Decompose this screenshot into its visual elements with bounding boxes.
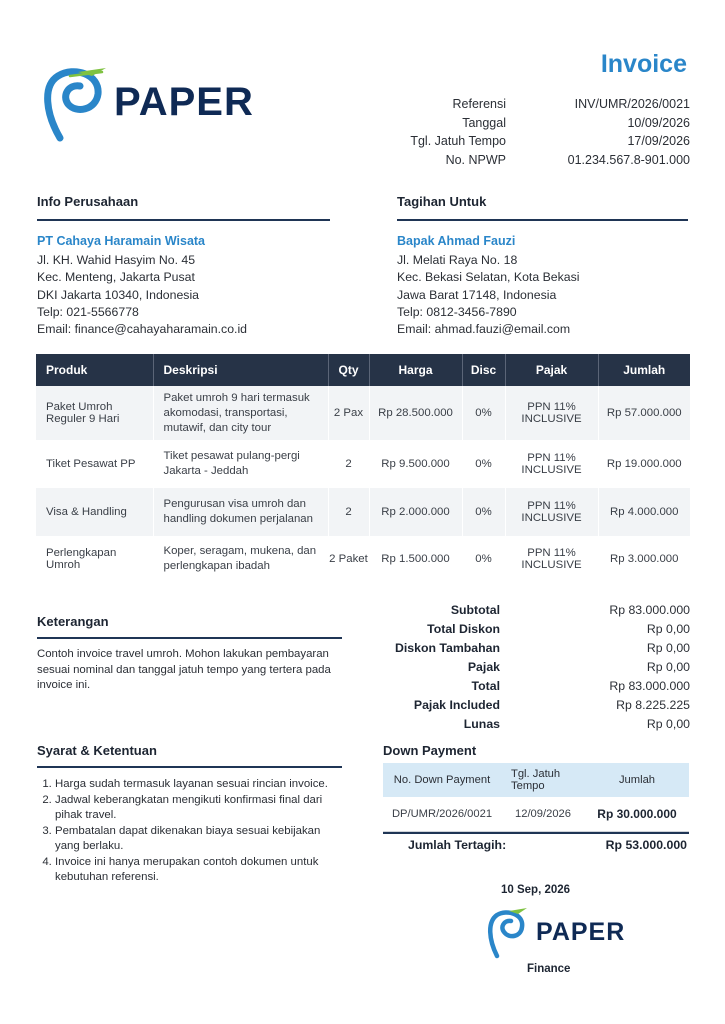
dp-col-header-amount: Jumlah: [585, 763, 689, 797]
items-header-row: [36, 354, 690, 386]
total-label: Lunas: [463, 716, 500, 731]
total-label: Diskon Tambahan: [395, 640, 500, 655]
total-row-subtotal: [380, 600, 690, 619]
cell-qty: 2 Pax: [328, 386, 369, 440]
amount-due-value: Rp 53.000.000: [605, 838, 687, 852]
cell-qty: 2: [328, 440, 369, 488]
col-header-produk: Produk: [36, 354, 153, 386]
meta-value: 01.234.567.8-901.000: [567, 152, 690, 167]
total-value: Rp 0,00: [646, 621, 690, 636]
cell-qty: 2: [328, 488, 369, 536]
notes-heading: Keterangan: [37, 614, 109, 629]
cell-disc: 0%: [462, 440, 505, 488]
col-header-deskripsi: Deskripsi: [153, 354, 328, 386]
company-address-line: DKI Jakarta 10340, Indonesia: [37, 287, 200, 302]
cell-deskripsi: Paket umroh 9 hari termasuk akomodasi, transportasi, mutawif, dan city tour: [153, 386, 328, 440]
customer-phone: Telp: 0812-3456-7890: [397, 304, 517, 319]
total-row-tax: [380, 657, 690, 676]
cell-qty: 2 Paket: [328, 536, 369, 582]
meta-label: Referensi: [452, 97, 506, 112]
company-name: PT Cahaya Haramain Wisata: [37, 234, 206, 248]
amount-due-label: Jumlah Tertagih:: [408, 838, 507, 852]
dp-col-header-number: No. Down Payment: [383, 763, 501, 797]
invoice-title: Invoice: [600, 50, 687, 78]
cell-jumlah: Rp 4.000.000: [598, 488, 690, 536]
table-row: [36, 488, 690, 536]
meta-value: 17/09/2026: [627, 134, 690, 149]
company-phone: Telp: 021-5566778: [37, 304, 139, 319]
cell-deskripsi: Pengurusan visa umroh dan handling dokumen perjalanan: [153, 488, 328, 536]
customer-address-line: Jl. Melati Raya No. 18: [397, 253, 518, 268]
meta-label: No. NPWP: [445, 152, 506, 167]
cell-jumlah: Rp 3.000.000: [598, 536, 690, 582]
col-header-qty: Qty: [328, 354, 369, 386]
total-row-total: [380, 676, 690, 695]
cell-pajak: PPN 11% INCLUSIVE: [505, 386, 598, 440]
dp-divider: [383, 832, 689, 834]
terms-list: [37, 777, 337, 886]
cell-pajak: PPN 11% INCLUSIVE: [505, 536, 598, 582]
signature-logo: [486, 906, 626, 962]
notes-divider: [37, 637, 342, 639]
cell-disc: 0%: [462, 488, 505, 536]
total-label: Pajak Included: [413, 697, 500, 712]
cell-disc: 0%: [462, 386, 505, 440]
terms-divider: [37, 766, 342, 768]
company-heading: Info Perusahaan: [37, 194, 139, 209]
logo-wordmark-small: PAPER: [536, 918, 626, 946]
total-row-paid: [380, 714, 690, 733]
items-table: [36, 354, 690, 582]
total-row-discount: [380, 619, 690, 638]
col-header-jumlah: Jumlah: [598, 354, 690, 386]
invoice-meta: [380, 95, 690, 169]
meta-row-reference: [380, 95, 690, 114]
meta-value: 10/09/2026: [627, 115, 690, 130]
cell-jumlah: Rp 57.000.000: [598, 386, 690, 440]
dp-cell-due: 12/09/2026: [501, 797, 585, 831]
bill-to-info: [397, 233, 697, 338]
cell-disc: 0%: [462, 536, 505, 582]
cell-pajak: PPN 11% INCLUSIVE: [505, 488, 598, 536]
bill-to-heading: Tagihan Untuk: [397, 194, 487, 209]
cell-harga: Rp 1.500.000: [369, 536, 462, 582]
total-value: Rp 0,00: [646, 659, 690, 674]
cell-produk: Paket Umroh Reguler 9 Hari: [36, 386, 153, 440]
dp-cell-amount: Rp 30.000.000: [585, 797, 689, 831]
terms-item: 4. Invoice ini hanya merupakan contoh dokumen untuk kebutuhan referensi.: [55, 855, 337, 886]
total-value: Rp 8.225.225: [616, 697, 690, 712]
dp-header-row: [383, 763, 689, 797]
cell-deskripsi: Tiket pesawat pulang-pergi Jakarta - Jeddah: [153, 440, 328, 488]
total-value: Rp 0,00: [646, 640, 690, 655]
paper-logo-icon: [486, 906, 536, 962]
meta-row-date: [380, 114, 690, 133]
company-logo: [40, 64, 270, 148]
customer-address-line: Jawa Barat 17148, Indonesia: [397, 287, 557, 302]
cell-produk: Perlengkapan Umroh: [36, 536, 153, 582]
company-address-line: Kec. Menteng, Jakarta Pusat: [37, 270, 195, 285]
terms-item: 1. Harga sudah termasuk layanan sesuai rincian invoice.: [55, 777, 337, 793]
total-label: Pajak: [467, 659, 500, 674]
total-row-extra-discount: [380, 638, 690, 657]
meta-row-due-date: [380, 132, 690, 151]
cell-harga: Rp 2.000.000: [369, 488, 462, 536]
table-row: [36, 536, 690, 582]
cell-deskripsi: Koper, seragam, mukena, dan perlengkapan ibadah: [153, 536, 328, 582]
cell-harga: Rp 28.500.000: [369, 386, 462, 440]
meta-label: Tgl. Jatuh Tempo: [410, 134, 506, 149]
down-payment-heading: Down Payment: [383, 743, 477, 758]
cell-pajak: PPN 11% INCLUSIVE: [505, 440, 598, 488]
table-row: [36, 440, 690, 488]
customer-address-line: Kec. Bekasi Selatan, Kota Bekasi: [397, 270, 580, 285]
dp-col-header-due: Tgl. Jatuh Tempo: [501, 763, 585, 797]
logo-wordmark: PAPER: [114, 80, 254, 124]
down-payment-table: [383, 763, 689, 832]
signature-date: 10 Sep, 2026: [501, 884, 571, 896]
meta-value: INV/UMR/2026/0021: [574, 97, 690, 112]
total-label: Total: [471, 678, 500, 693]
meta-row-npwp: [380, 151, 690, 170]
dp-cell-number: DP/UMR/2026/0021: [383, 797, 501, 831]
bill-to-divider: [397, 219, 688, 221]
total-value: Rp 83.000.000: [609, 678, 690, 693]
company-email: Email: finance@cahayaharamain.co.id: [37, 322, 248, 337]
total-label: Subtotal: [450, 602, 500, 617]
company-divider: [37, 219, 330, 221]
customer-name: Bapak Ahmad Fauzi: [397, 234, 516, 248]
cell-harga: Rp 9.500.000: [369, 440, 462, 488]
terms-item: 3. Pembatalan dapat dikenakan biaya sesuai kebijakan yang berlaku.: [55, 824, 337, 855]
terms-item: 2. Jadwal keberangkatan mengikuti konfirmasi final dari pihak travel.: [55, 793, 337, 824]
cell-jumlah: Rp 19.000.000: [598, 440, 690, 488]
cell-produk: Tiket Pesawat PP: [36, 440, 153, 488]
totals-summary: [380, 600, 690, 733]
total-value: Rp 0,00: [646, 716, 690, 731]
signature-role: Finance: [527, 963, 571, 975]
total-row-tax-included: [380, 695, 690, 714]
company-info: [37, 233, 337, 338]
meta-label: Tanggal: [462, 115, 506, 130]
total-label: Total Diskon: [427, 621, 500, 636]
col-header-disc: Disc: [462, 354, 505, 386]
cell-produk: Visa & Handling: [36, 488, 153, 536]
customer-email: Email: ahmad.fauzi@email.com: [397, 322, 571, 337]
company-address-line: Jl. KH. Wahid Hasyim No. 45: [37, 253, 196, 268]
table-row: [383, 797, 689, 831]
table-row: [36, 386, 690, 440]
col-header-harga: Harga: [369, 354, 462, 386]
total-value: Rp 83.000.000: [609, 602, 690, 617]
notes-text: Contoh invoice travel umroh. Mohon lakukan pembayaran sesuai nominal dan tanggal jatuh tempo yang tertera pada invoice ini.: [37, 648, 331, 691]
terms-heading: Syarat & Ketentuan: [37, 743, 157, 758]
col-header-pajak: Pajak: [505, 354, 598, 386]
